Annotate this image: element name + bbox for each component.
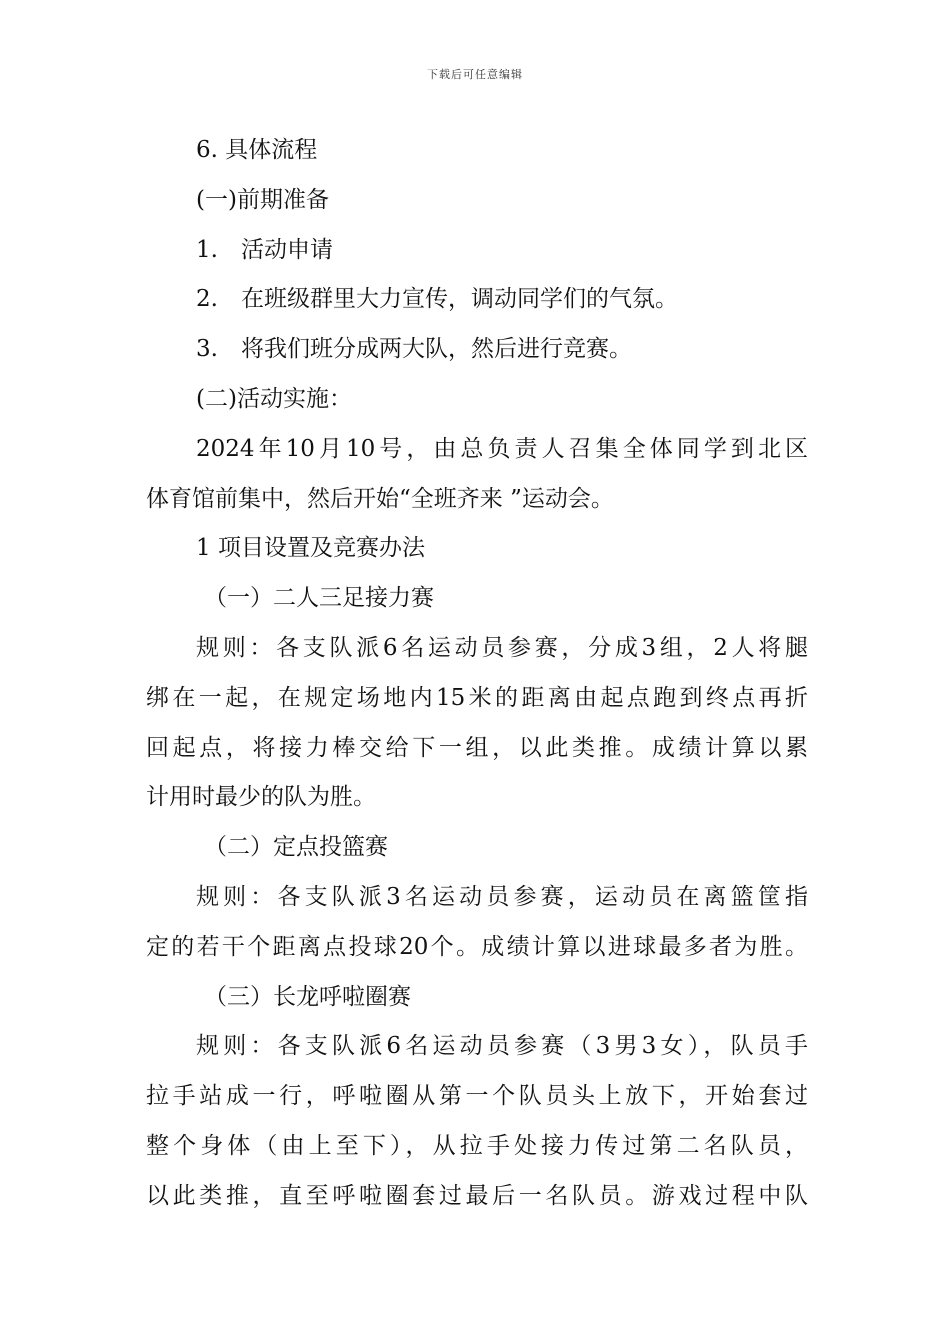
list-item: 2. 在班级群里大力宣传，调动同学们的气氛。 (196, 286, 678, 313)
paragraph-line: 2024年10月10号，由总负责人召集全体同学到北区 (196, 435, 808, 462)
list-item: 3. 将我们班分成两大队，然后进行竞赛。 (196, 336, 632, 363)
document-body (146, 126, 808, 1222)
paragraph-line: 整个身体（由上至下），从拉手处接力传过第二名队员， (146, 1132, 808, 1159)
paragraph-line: 计用时最少的队为胜。 (146, 784, 376, 811)
event-heading: （三）长龙呼啦圈赛 (204, 983, 411, 1010)
list-item: 1. 活动申请 (196, 236, 333, 263)
subsection-heading: (一)前期准备 (196, 186, 329, 213)
page-header-note: 下载后可任意编辑 (427, 68, 523, 81)
event-heading: （一）二人三足接力赛 (204, 585, 434, 612)
paragraph-line: 绑在一起，在规定场地内15米的距离由起点跑到终点再折 (146, 684, 808, 711)
paragraph-line: 规则：各支队派3名运动员参赛，运动员在离篮筐指 (196, 883, 808, 910)
paragraph-line: 定的若干个距离点投球20个。成绩计算以进球最多者为胜。 (146, 933, 808, 960)
subsection-heading: (二)活动实施： (196, 385, 352, 412)
paragraph-line: 拉手站成一行，呼啦圈从第一个队员头上放下，开始套过 (146, 1083, 808, 1110)
paragraph-line: 体育馆前集中，然后开始“全班齐来 ”运动会。 (146, 485, 614, 512)
section-heading: 6. 具体流程 (196, 137, 318, 163)
paragraph-line: 回起点，将接力棒交给下一组，以此类推。成绩计算以累 (146, 734, 808, 761)
paragraph-line: 规则：各支队派6名运动员参赛，分成3组，2人将腿 (196, 634, 808, 661)
section-heading: 1 项目设置及竞赛办法 (196, 535, 425, 562)
paragraph-line: 规则：各支队派6名运动员参赛（3男3女），队员手 (196, 1033, 808, 1060)
event-heading: （二）定点投篮赛 (204, 834, 388, 861)
paragraph-line: 以此类推，直至呼啦圈套过最后一名队员。游戏过程中队 (146, 1182, 808, 1209)
